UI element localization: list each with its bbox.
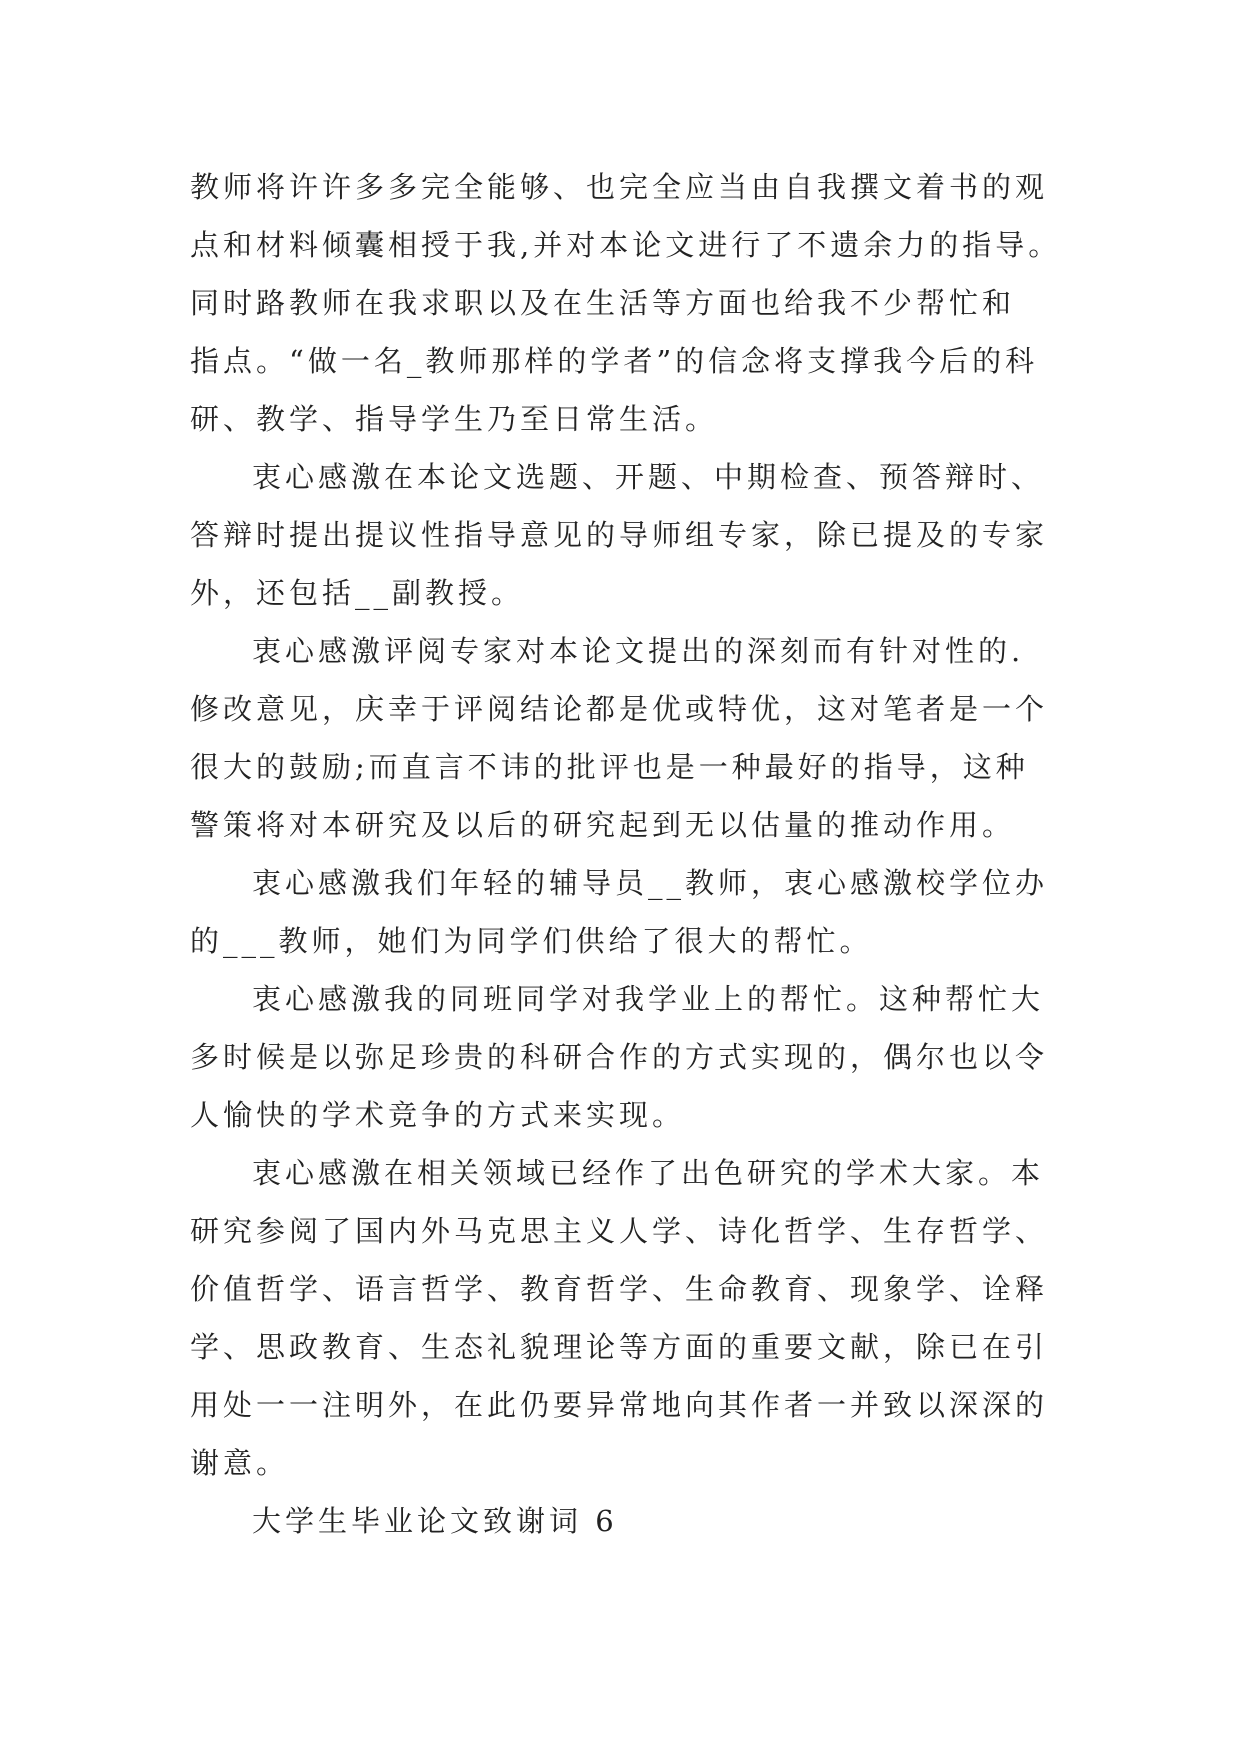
text-line: 的___教师，她们为同学们供给了很大的帮忙。 [190,924,873,958]
text-line: 大学生毕业论文致谢词 6 [252,1504,618,1538]
text-line: 人愉快的学术竞争的方式来实现。 [190,1098,686,1132]
text-line: 指点。“做一名_教师那样的学者”的信念将支撑我今后的科 [190,344,1039,378]
text-line: 修改意见，庆幸于评阅结论都是优或特优，这对笔者是一个 [190,692,1049,726]
text-line: 用处一一注明外，在此仍要异常地向其作者一并致以深深的 [190,1388,1049,1422]
text-line: 教师将许许多多完全能够、也完全应当由自我撰文着书的观 [190,170,1049,204]
text-line: 同时路教师在我求职以及在生活等方面也给我不少帮忙和 [190,286,1016,320]
text-line: 谢意。 [190,1446,290,1480]
document-body [190,158,1070,1550]
text-line: 研究参阅了国内外马克思主义人学、诗化哲学、生存哲学、 [190,1214,1049,1248]
text-line: 价值哲学、语言哲学、教育哲学、生命教育、现象学、诠释 [190,1272,1049,1306]
text-line: 学、思政教育、生态礼貌理论等方面的重要文献，除已在引 [190,1330,1049,1364]
text-line: 衷心感激我的同班同学对我学业上的帮忙。这种帮忙大 [252,982,1045,1016]
text-line: 衷心感激在本论文选题、开题、中期检查、预答辩时、 [252,460,1045,494]
text-line: 很大的鼓励;而直言不讳的批评也是一种最好的指导，这种 [190,750,1029,784]
text-line: 答辩时提出提议性指导意见的导师组专家，除已提及的专家 [190,518,1049,552]
text-line: 研、教学、指导学生乃至日常生活。 [190,402,719,436]
text-line: 衷心感激在相关领域已经作了出色研究的学术大家。本 [252,1156,1045,1190]
text-line: 警策将对本研究及以后的研究起到无以估量的推动作用。 [190,808,1016,842]
text-line: 点和材料倾囊相授于我,并对本论文进行了不遗余力的指导。 [190,228,1062,262]
text-line: 衷心感激我们年轻的辅导员__教师，衷心感激校学位办 [252,866,1049,900]
text-line: 外，还包括__副教授。 [190,576,525,610]
text-line: 衷心感激评阅专家对本论文提出的深刻而有针对性的. [252,634,1025,668]
text-line: 多时候是以弥足珍贵的科研合作的方式实现的，偶尔也以令 [190,1040,1049,1074]
